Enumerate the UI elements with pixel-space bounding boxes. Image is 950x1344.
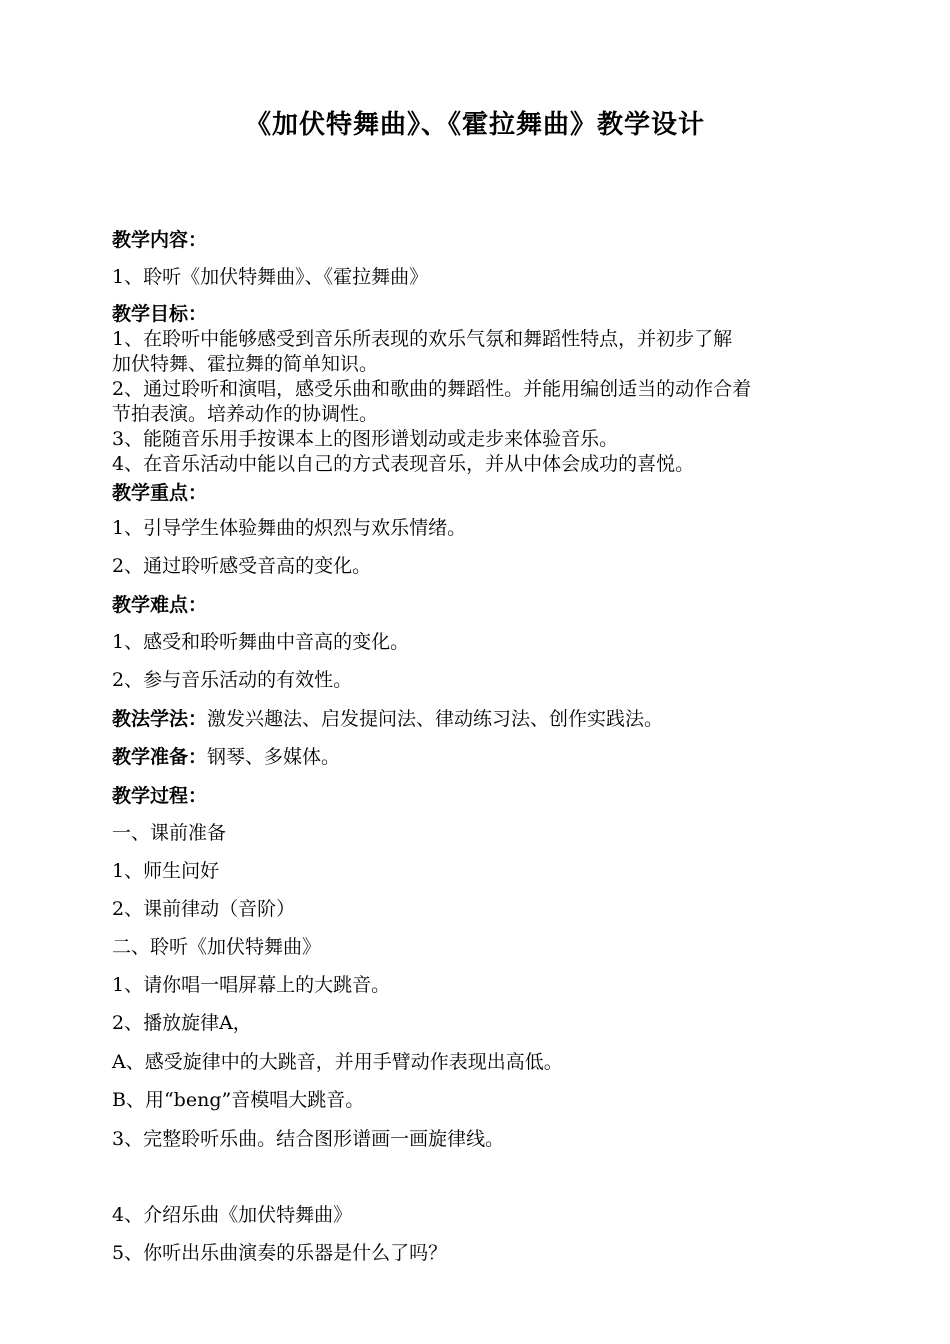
process-step-1-1: 1、师生问好 [112, 860, 220, 882]
goal-3: 3、能随音乐用手按课本上的图形谱划动或走步来体验音乐。 [112, 428, 619, 450]
difficulty-2: 2、参与音乐活动的有效性。 [112, 669, 353, 691]
goal-2-line-1: 2、通过聆听和演唱，感受乐曲和歌曲的舞蹈性。并能用编创适当的动作合着 [112, 378, 752, 400]
preparation-text: 钢琴、多媒体。 [207, 746, 341, 768]
process-step-2-5: 5、你听出乐曲演奏的乐器是什么了吗？ [112, 1242, 448, 1264]
goal-2-line-2: 节拍表演。培养动作的协调性。 [112, 403, 379, 425]
content-item-1: 1、聆听《加伏特舞曲》、《霍拉舞曲》 [112, 266, 429, 288]
goals-heading: 教学目标： [112, 303, 208, 325]
document-title: 《加伏特舞曲》、《霍拉舞曲》教学设计 [244, 110, 705, 140]
process-step-2-3: 3、完整聆听乐曲。结合图形谱画一画旋律线。 [112, 1128, 505, 1150]
methods-line [112, 704, 852, 731]
key-point-2: 2、通过聆听感受音高的变化。 [112, 555, 372, 577]
process-section-2: 二、聆听《加伏特舞曲》 [112, 936, 322, 958]
difficulties-heading: 教学难点： [112, 594, 208, 616]
methods-text: 激发兴趣法、启发提问法、律动练习法、创作实践法。 [207, 708, 664, 730]
goal-1-line-2: 加伏特舞、霍拉舞的简单知识。 [112, 353, 379, 375]
process-heading: 教学过程： [112, 785, 208, 807]
content-heading: 教学内容： [112, 229, 208, 251]
process-section-1: 一、课前准备 [112, 822, 227, 844]
difficulty-1: 1、感受和聆听舞曲中音高的变化。 [112, 631, 410, 653]
process-step-2-a: A、感受旋律中的大跳音，并用手臂动作表现出高低。 [112, 1051, 563, 1073]
goal-1-line-1: 1、在聆听中能够感受到音乐所表现的欢乐气氛和舞蹈性特点，并初步了解 [112, 328, 733, 350]
preparation-heading: 教学准备： [112, 746, 208, 768]
key-points-heading: 教学重点： [112, 482, 208, 504]
goal-4: 4、在音乐活动中能以自己的方式表现音乐，并从中体会成功的喜悦。 [112, 453, 695, 475]
process-step-2-1: 1、请你唱一唱屏幕上的大跳音。 [112, 974, 391, 996]
process-step-2-2: 2、播放旋律A， [112, 1012, 252, 1034]
methods-heading: 教法学法： [112, 708, 208, 730]
process-step-1-2: 2、课前律动（音阶） [112, 898, 296, 920]
key-point-1: 1、引导学生体验舞曲的炽烈与欢乐情绪。 [112, 517, 467, 539]
process-step-2-b: B、用“beng”音模唱大跳音。 [112, 1089, 365, 1111]
preparation-line [112, 742, 852, 769]
process-step-2-4: 4、介绍乐曲《加伏特舞曲》 [112, 1204, 353, 1226]
